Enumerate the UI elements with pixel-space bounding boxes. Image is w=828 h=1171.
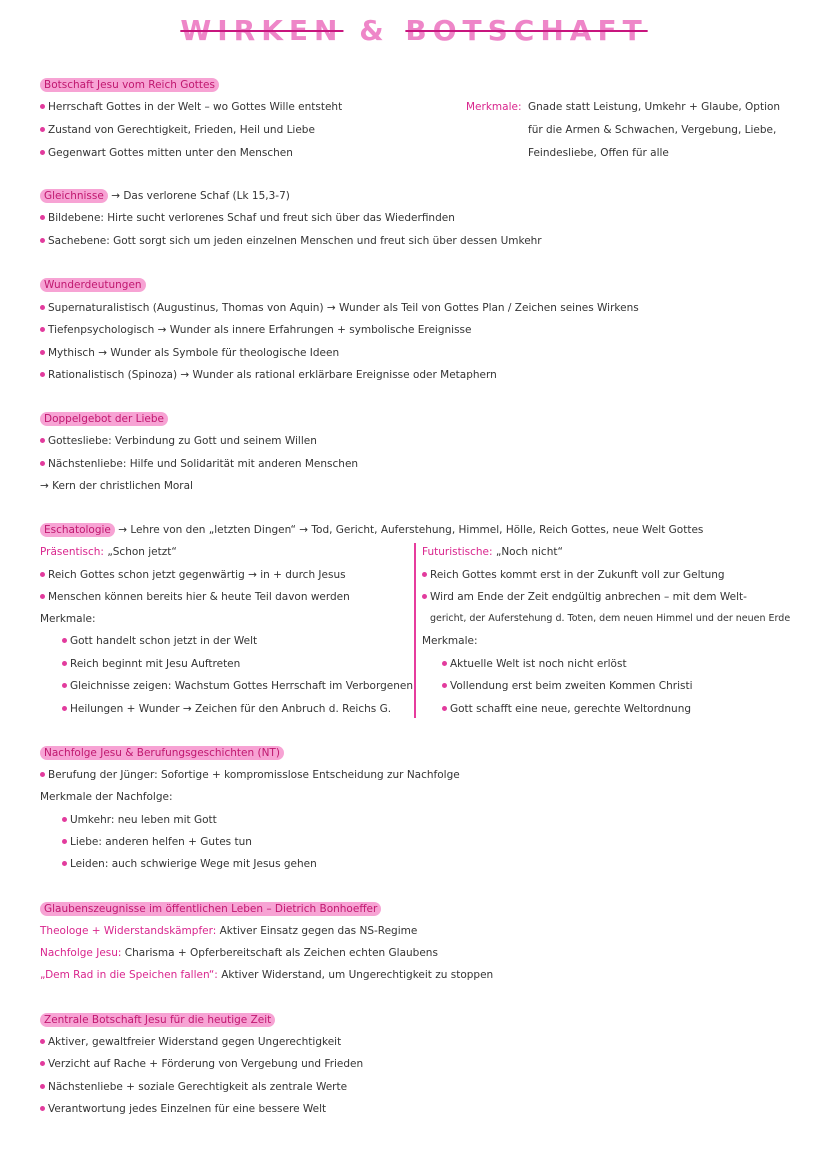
botschaft-item-1: Herrschaft Gottes in der Welt – wo Gottes Wille entsteht <box>40 100 342 114</box>
bullet-icon <box>40 1084 45 1089</box>
bullet-icon <box>40 350 45 355</box>
bullet-icon <box>62 706 67 711</box>
zentrale-item-1: Aktiver, gewaltfreier Widerstand gegen Ungerechtigkeit <box>40 1035 341 1049</box>
bullet-icon <box>40 327 45 332</box>
bullet-icon <box>442 683 447 688</box>
wunder-item-4: Rationalistisch (Spinoza) → Wunder als rational erklärbare Ereignisse oder Metaphern <box>40 368 497 382</box>
bullet-icon <box>40 572 45 577</box>
nachfolge-merkmal-1: Umkehr: neu leben mit Gott <box>62 813 217 827</box>
bullet-icon <box>62 683 67 688</box>
praesentisch-label: Präsentisch: <box>40 546 104 558</box>
bonhoeffer-label-1: Theologe + Widerstandskämpfer: <box>40 925 217 937</box>
eschatologie-heading-row <box>40 523 703 537</box>
zentrale-heading: Zentrale Botschaft Jesu für die heutige Zeit <box>40 1013 275 1027</box>
futuristisch-item-2: Wird am Ende der Zeit endgültig anbrechen – mit dem Welt- <box>422 590 747 604</box>
bullet-icon <box>40 150 45 155</box>
bullet-icon <box>62 638 67 643</box>
doppelgebot-heading: Doppelgebot der Liebe <box>40 412 168 426</box>
praesentisch-merkmal-4: Heilungen + Wunder → Zeichen für den Anbruch d. Reichs G. <box>62 702 391 716</box>
column-divider <box>414 543 416 718</box>
doppelgebot-arrow: → Kern der christlichen Moral <box>40 480 193 492</box>
page-title <box>0 14 828 47</box>
bullet-icon <box>40 461 45 466</box>
bullet-icon <box>62 839 67 844</box>
bullet-icon <box>40 127 45 132</box>
bullet-icon <box>442 661 447 666</box>
nachfolge-item: Berufung der Jünger: Sofortige + kompromisslose Entscheidung zur Nachfolge <box>40 768 460 782</box>
gleichnisse-heading-row <box>40 189 290 203</box>
bullet-icon <box>422 594 427 599</box>
zentrale-item-3: Nächstenliebe + soziale Gerechtigkeit als zentrale Werte <box>40 1080 347 1094</box>
wunder-heading: Wunderdeutungen <box>40 278 146 292</box>
nachfolge-merkmal-2: Liebe: anderen helfen + Gutes tun <box>62 835 252 849</box>
wunder-item-3: Mythisch → Wunder als Symbole für theologische Ideen <box>40 346 339 360</box>
futuristisch-label: Futuristische: <box>422 546 493 558</box>
title-ampersand: & <box>359 14 390 47</box>
bonhoeffer-row-2 <box>40 946 438 960</box>
futuristisch-merkmal-1: Aktuelle Welt ist noch nicht erlöst <box>442 657 627 671</box>
gleichnisse-heading: Gleichnisse <box>40 189 108 203</box>
futuristisch-merkmal-2: Vollendung erst beim zweiten Kommen Christi <box>442 679 693 693</box>
praesentisch-label-row <box>40 545 177 559</box>
gleichnisse-item-2: Sachebene: Gott sorgt sich um jeden einzelnen Menschen und freut sich über dessen Umkehr <box>40 234 542 248</box>
praesentisch-merkmal-2: Reich beginnt mit Jesu Auftreten <box>62 657 240 671</box>
bullet-icon <box>40 1106 45 1111</box>
gleichnisse-example: → Das verlorene Schaf (Lk 15,3-7) <box>111 190 290 202</box>
praesentisch-item-2: Menschen können bereits hier & heute Teil davon werden <box>40 590 350 604</box>
gleichnisse-item-1: Bildebene: Hirte sucht verlorenes Schaf und freut sich über das Wiederfinden <box>40 211 455 225</box>
futuristisch-label-row <box>422 545 563 559</box>
bullet-icon <box>442 706 447 711</box>
title-word-wirken: WIRKEN <box>180 14 344 47</box>
futuristisch-item-1: Reich Gottes kommt erst in der Zukunft voll zur Geltung <box>422 568 725 582</box>
botschaft-merkmale-line-1: Gnade statt Leistung, Umkehr + Glaube, Option <box>528 101 781 113</box>
nachfolge-merkmale-label: Merkmale der Nachfolge: <box>40 791 173 803</box>
zentrale-item-4: Verantwortung jedes Einzelnen für eine bessere Welt <box>40 1102 326 1116</box>
futuristisch-merkmal-3: Gott schafft eine neue, gerechte Weltordnung <box>442 702 691 716</box>
bullet-icon <box>40 1061 45 1066</box>
wunder-item-2: Tiefenpsychologisch → Wunder als innere Erfahrungen + symbolische Ereignisse <box>40 323 472 337</box>
doppelgebot-item-1: Gottesliebe: Verbindung zu Gott und seinem Willen <box>40 434 317 448</box>
wunder-item-1: Supernaturalistisch (Augustinus, Thomas von Aquin) → Wunder als Teil von Gottes Plan / Zeichen seines Wirkens <box>40 301 639 315</box>
bonhoeffer-text-3: Aktiver Widerstand, um Ungerechtigkeit zu stoppen <box>221 969 494 981</box>
bullet-icon <box>40 238 45 243</box>
eschatologie-definition: → Lehre von den „letzten Dingen“ → Tod, Gericht, Auferstehung, Himmel, Hölle, Reich Gottes, neue Welt Gottes <box>118 524 704 536</box>
zentrale-item-2: Verzicht auf Rache + Förderung von Vergebung und Frieden <box>40 1057 363 1071</box>
bonhoeffer-label-3: „Dem Rad in die Speichen fallen“: <box>40 969 218 981</box>
praesentisch-merkmal-3: Gleichnisse zeigen: Wachstum Gottes Herrschaft im Verborgenen <box>62 679 413 693</box>
bonhoeffer-heading: Glaubenszeugnisse im öffentlichen Leben – Dietrich Bonhoeffer <box>40 902 381 916</box>
bullet-icon <box>40 594 45 599</box>
nachfolge-heading: Nachfolge Jesu & Berufungsgeschichten (NT) <box>40 746 284 760</box>
praesentisch-merkmal-1: Gott handelt schon jetzt in der Welt <box>62 634 257 648</box>
bullet-icon <box>40 104 45 109</box>
title-word-botschaft: BOTSCHAFT <box>405 14 648 47</box>
botschaft-heading: Botschaft Jesu vom Reich Gottes <box>40 78 219 92</box>
futuristisch-merkmale-label: Merkmale: <box>422 635 478 647</box>
praesentisch-quote: „Schon jetzt“ <box>107 546 177 558</box>
bonhoeffer-label-2: Nachfolge Jesu: <box>40 947 122 959</box>
bullet-icon <box>40 372 45 377</box>
bullet-icon <box>62 817 67 822</box>
doppelgebot-item-2: Nächstenliebe: Hilfe und Solidarität mit anderen Menschen <box>40 457 358 471</box>
botschaft-item-3: Gegenwart Gottes mitten unter den Menschen <box>40 146 293 160</box>
bullet-icon <box>62 861 67 866</box>
praesentisch-item-1: Reich Gottes schon jetzt gegenwärtig → in + durch Jesus <box>40 568 346 582</box>
futuristisch-item-2-continued: gericht, der Auferstehung d. Toten, dem neuen Himmel und der neuen Erde <box>430 613 791 624</box>
botschaft-merkmale-line-3: Feindesliebe, Offen für alle <box>528 147 669 159</box>
botschaft-merkmale-line-2: für die Armen & Schwachen, Vergebung, Liebe, <box>528 124 777 136</box>
bullet-icon <box>40 1039 45 1044</box>
bullet-icon <box>62 661 67 666</box>
bullet-icon <box>40 215 45 220</box>
praesentisch-merkmale-label: Merkmale: <box>40 613 96 625</box>
eschatologie-heading: Eschatologie <box>40 523 115 537</box>
botschaft-item-2: Zustand von Gerechtigkeit, Frieden, Heil und Liebe <box>40 123 315 137</box>
botschaft-merkmale-label: Merkmale: <box>466 101 522 113</box>
nachfolge-merkmal-3: Leiden: auch schwierige Wege mit Jesus gehen <box>62 857 317 871</box>
futuristisch-quote: „Noch nicht“ <box>495 546 563 558</box>
bonhoeffer-text-2: Charisma + Opferbereitschaft als Zeichen echten Glaubens <box>124 947 438 959</box>
bullet-icon <box>422 572 427 577</box>
bullet-icon <box>40 305 45 310</box>
bullet-icon <box>40 438 45 443</box>
bonhoeffer-row-3 <box>40 968 493 982</box>
bonhoeffer-text-1: Aktiver Einsatz gegen das NS-Regime <box>219 925 418 937</box>
bullet-icon <box>40 772 45 777</box>
bonhoeffer-row-1 <box>40 924 417 938</box>
